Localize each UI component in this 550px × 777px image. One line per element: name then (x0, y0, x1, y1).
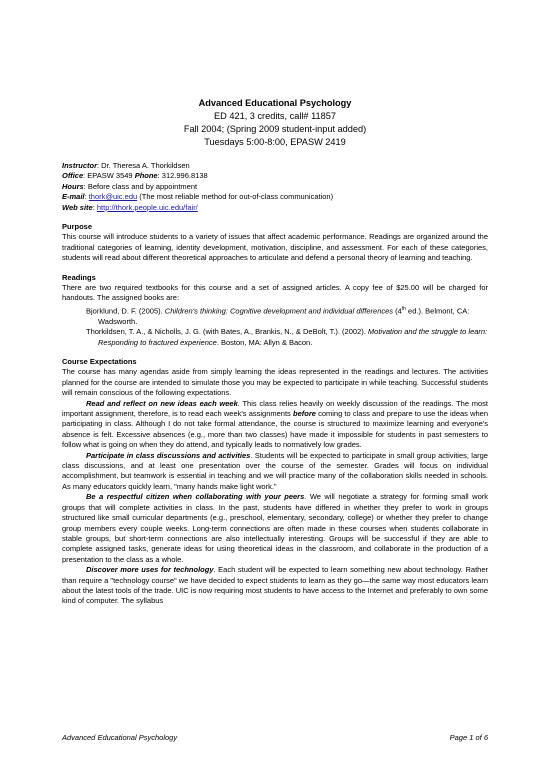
course-title: Advanced Educational Psychology (198, 98, 352, 108)
instructor-value: : Dr. Theresa A. Thorkildsen (97, 161, 190, 170)
reference-bjorklund (86, 304, 488, 327)
expectation-technology (62, 565, 488, 607)
expectation-read-text-a: . This class relies heavily on weekly discussion of the readings. The most important assignment, therefore, is to read each week's assignments (62, 398, 489, 419)
expectation-participate-lead: Participate in class discussions and activities (86, 450, 251, 460)
footer-title: Advanced Educational Psychology (62, 733, 178, 742)
expectation-citizen (62, 492, 488, 565)
expectation-citizen-lead: Be a respectful citizen when collaborating with your peers (86, 492, 305, 502)
web-line: Web site: http://thork.people.uic.edu/fair/ (62, 202, 198, 212)
phone-label: Phone (134, 171, 158, 181)
office-line (62, 171, 488, 181)
hours-line (62, 182, 488, 192)
expectation-participate-text: . Students will be expected to participate in small group activities, large class discussions, and at least one presentation over the course of the semester. Grades will focus on individual accomplishment, but teamwork is essential in teaching and we will practice many of the collaboration skills needed in schools. As many educators quickly learn, "many hands make light work." (62, 450, 488, 491)
reference-thorkildsen (86, 327, 488, 348)
web-link[interactable]: http://thork.people.uic.edu/fair/ (96, 202, 198, 212)
contact-info (62, 161, 488, 213)
email-label: E-mail (62, 192, 85, 202)
expectation-read-lead: Read and reflect on new ideas each week (86, 398, 238, 408)
email-line: E-mail: thork@uic.edu (The most reliable method for out-of-class communication) (62, 192, 334, 202)
instructor-label: Instructor (62, 161, 98, 170)
expectation-participate (62, 451, 488, 493)
course-term: Fall 2004; (Spring 2009 student-input added) (183, 124, 367, 134)
office-label: Office (62, 171, 84, 181)
ref2-title: Motivation and the struggle to learn: Responding to fractured experience (98, 327, 488, 347)
readings-text: There are two required textbooks for this course and a set of assigned articles. A copy fee of $25.00 will be charged for handouts. The assigned books are: (62, 283, 488, 303)
course-time: Tuesdays 5:00-8:00, EPASW 2419 (204, 137, 346, 147)
course-number: ED 421, 3 credits, call# 11857 (214, 111, 336, 121)
footer-page-number: Page 1 of 6 (449, 733, 488, 742)
purpose-heading: Purpose (62, 222, 93, 232)
readings-heading: Readings (62, 272, 96, 282)
expectation-read-text-b: coming to class and prepare to use the ideas when participating in class. Although I do not take formal attendance, the course is structured to maximize learning and everyone's absence is felt. Excessive absences (e.g., more than two classes) have made it impossible for students in past semesters to follow what is going on when they do attend, and typically leads to normatively low grades. (62, 409, 489, 450)
instructor-line (62, 161, 488, 171)
expectation-citizen-text: . We will negotiate a strategy for forming small work groups that will complete activities in class. In the past, students have differed in whether they prefer to work in groups structured like small curricular departments (e.g., preschool, elementary, secondary, college) or whether they prefer to change group members every couple weeks. Long-term connections are often made in these courses when students collaborate in stable groups, but short-term connections are also intellectually interesting. Groups will be successful if they are able to complete assigned tasks, generate ideas for using theoretical ideas in the classroom, and collaborate in the production of a presentation to the class as a whole. (62, 492, 488, 564)
hours-value: : Before class and by appointment (83, 181, 198, 191)
web-label: Web site (62, 202, 93, 212)
ref2-authors: Thorkildsen, T. A., & Nicholls, J. G. (with Bates, A., Brankis, N., & DeBolt, T.). (2002). (86, 327, 368, 337)
email-note: (The most reliable method for out-of-class communication) (137, 192, 334, 202)
ref1-edition: (4 (393, 306, 402, 316)
office-value: : EPASW 3549 (83, 171, 133, 181)
ref1-sup: th (401, 305, 406, 312)
expectation-read-emphasis: before (292, 409, 316, 419)
hours-label: Hours (62, 181, 84, 191)
expectation-technology-lead: Discover more uses for technology (86, 565, 214, 575)
purpose-text: This course will introduce students to a variety of issues that affect academic performance. Readings are organized around the traditional categories of learning, identity development, motivation, discipline, and assessment. For each of these categories, students will read about different theoretical approaches to articulate and defend a personal theory of learning and teaching. (62, 232, 488, 263)
page-footer (62, 733, 488, 742)
expectation-read (62, 399, 488, 451)
ref1-authors: Bjorklund, D. F. (2005). (86, 306, 165, 316)
phone-value: : 312.996.8138 (157, 171, 208, 181)
ref2-rest: . Boston, MA: Allyn & Bacon. (216, 337, 313, 347)
ref1-rest: ed.). Belmont, CA: Wadsworth. (98, 306, 470, 326)
expectations-intro: The course has many agendas aside from simply learning the ideas represented in the readings and lectures. The activities planned for the course are intended to simulate those you may be expected to participate in while teaching. Successful students will remain conscious of the following expectations. (62, 367, 488, 398)
ref1-title: Children's thinking: Cognitive development and individual differences (164, 306, 394, 316)
email-link[interactable]: thork@uic.edu (88, 192, 138, 202)
title-block (62, 97, 488, 149)
expectation-technology-text: . Each student will be expected to learn something new about technology. Rather than require a "technology course" we have decided to expect students to learn as they go—the same way most educators learn about the latest tools of the trade. UIC is now requiring most students to have access to the Internet and preferably to own some kind of computer. The syllabus (62, 565, 488, 606)
expectations-heading: Course Expectations (62, 357, 137, 366)
page-content (62, 97, 488, 607)
